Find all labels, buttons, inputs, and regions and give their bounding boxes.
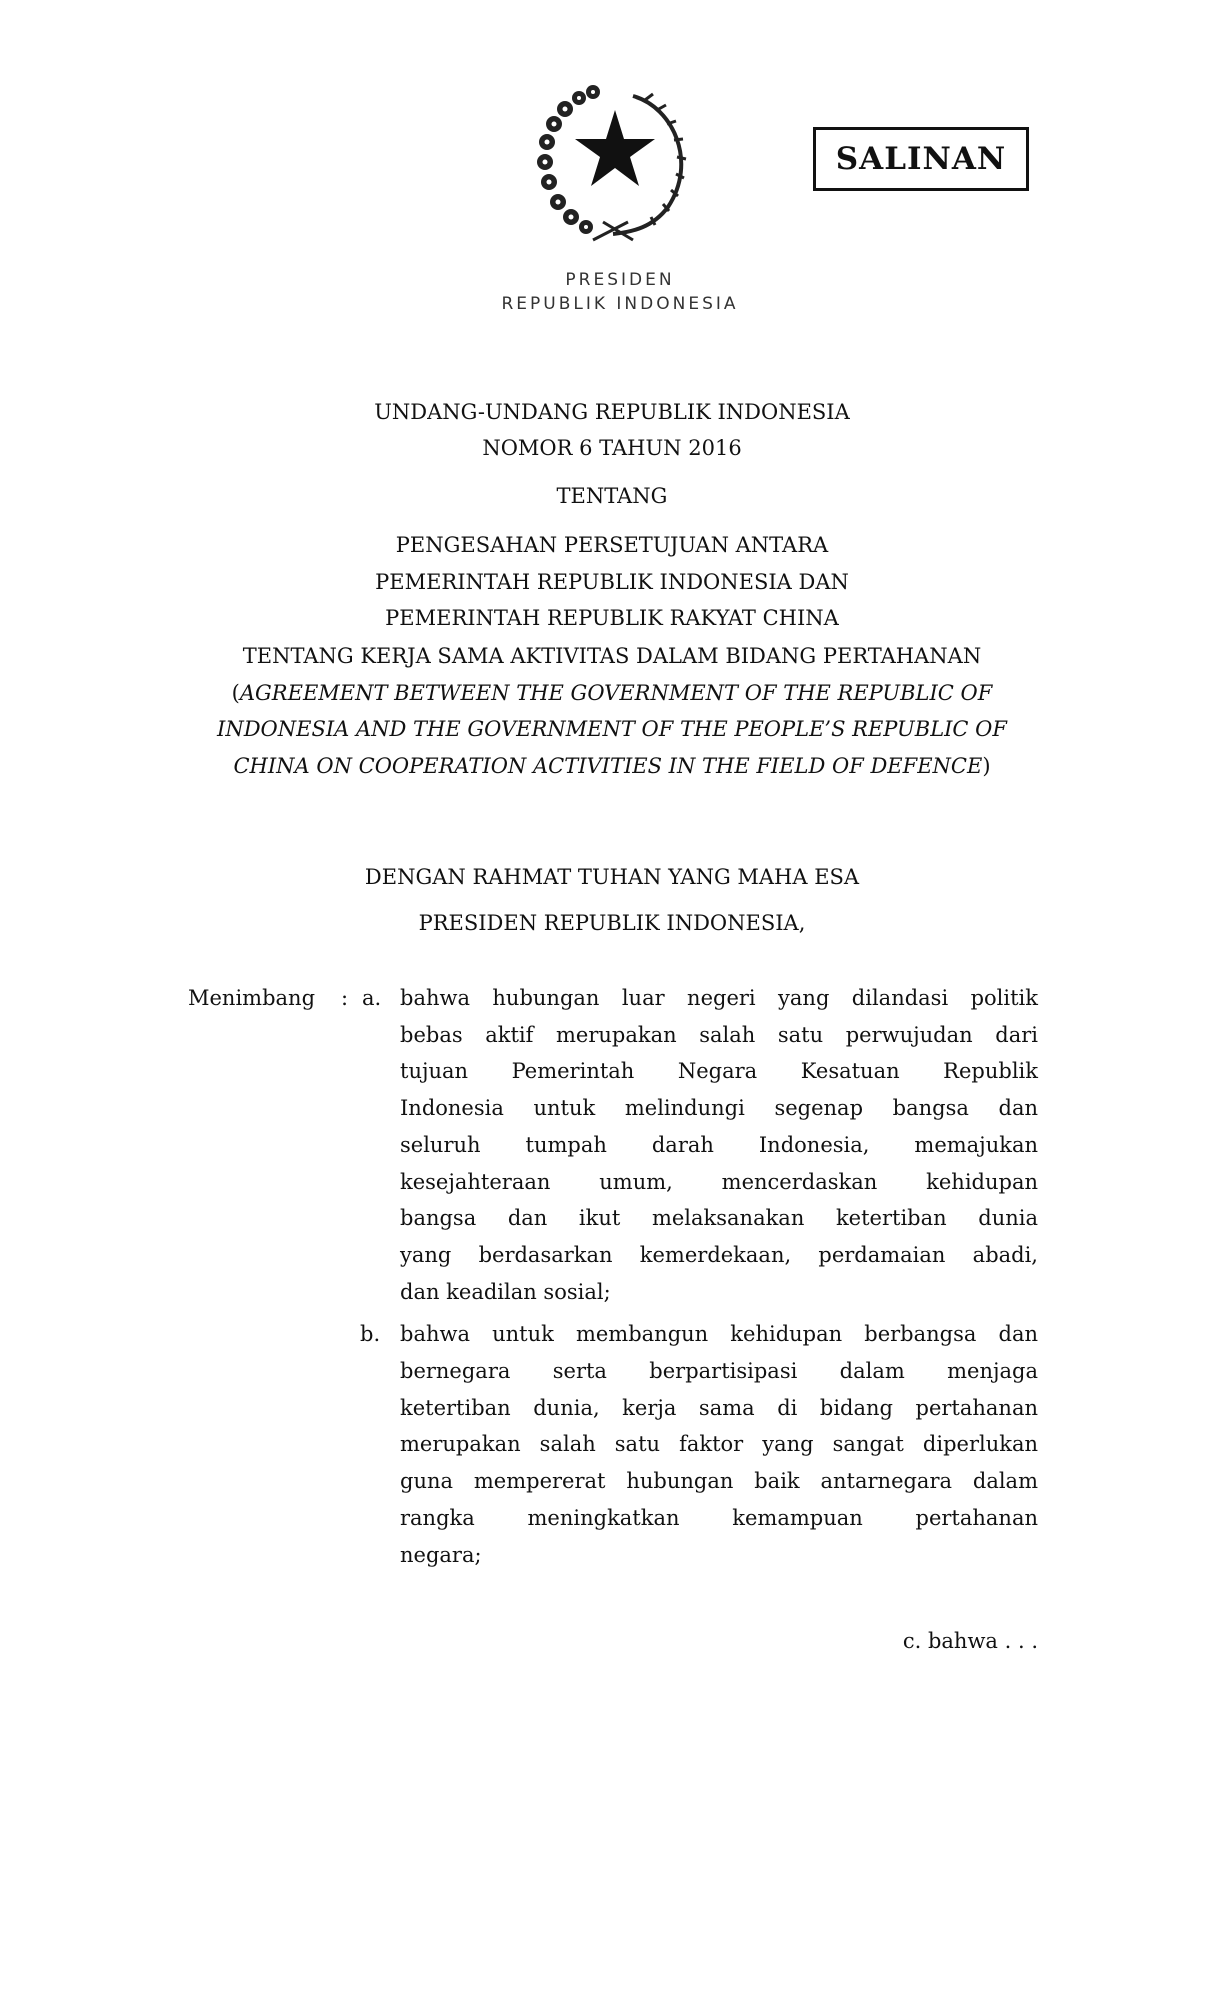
item-a-line: kesejahteraan umum, mencerdaskan kehidupan [400, 1170, 1038, 1194]
menimbang-colon: : [341, 986, 349, 1010]
preamble-line1: DENGAN RAHMAT TUHAN YANG MAHA ESA [364, 865, 860, 889]
item-b-line: bahwa untuk membangun kehidupan berbangsa dan [400, 1322, 1038, 1346]
law-number: NOMOR 6 TAHUN 2016 [482, 436, 742, 460]
emblem-caption [470, 268, 770, 316]
item-a-line: tujuan Pemerintah Negara Kesatuan Republik [400, 1059, 1038, 1083]
paren-close: ) [982, 754, 991, 778]
item-a-line: yang berdasarkan kemerdekaan, perdamaian abadi, [400, 1243, 1038, 1267]
english-title-line [0, 753, 1224, 779]
item-b-line: ketertiban dunia, kerja sama di bidang pertahanan [400, 1396, 1038, 1420]
emblem-caption-line1: PRESIDEN [565, 270, 675, 290]
emblem-caption-line2: REPUBLIK INDONESIA [501, 294, 739, 314]
subject-line: PEMERINTAH REPUBLIK RAKYAT CHINA [385, 606, 839, 630]
tentang-heading: TENTANG [556, 484, 668, 508]
item-b-line: bernegara serta berpartisipasi dalam menjaga [400, 1359, 1038, 1383]
item-a-line: bahwa hubungan luar negeri yang dilandasi politik [400, 986, 1038, 1010]
item-a-line: bebas aktif merupakan salah satu perwujudan dari [400, 1023, 1038, 1047]
english-title-text: AGREEMENT BETWEEN THE GOVERNMENT OF THE REPUBLIC OF [239, 681, 993, 705]
item-marker-a: a. [362, 986, 382, 1010]
item-b-line: negara; [400, 1543, 482, 1567]
english-title-line [0, 680, 1224, 706]
subject-line: PEMERINTAH REPUBLIK INDONESIA DAN [375, 570, 849, 594]
english-title-text: CHINA ON COOPERATION ACTIVITIES IN THE FIELD OF DEFENCE [233, 754, 983, 778]
subject-line: PENGESAHAN PERSETUJUAN ANTARA [395, 533, 829, 557]
item-a-line: dan keadilan sosial; [400, 1280, 611, 1304]
item-b-line: rangka meningkatkan kemampuan pertahanan [400, 1506, 1038, 1530]
law-title: UNDANG-UNDANG REPUBLIK INDONESIA [374, 400, 850, 424]
preamble-line2: PRESIDEN REPUBLIK INDONESIA, [418, 911, 806, 935]
salinan-stamp: SALINAN [813, 127, 1029, 191]
item-b-line: merupakan salah satu faktor yang sangat diperlukan [400, 1432, 1038, 1456]
continuation-catchword: c. bahwa . . . [902, 1629, 1038, 1653]
item-a-line: bangsa dan ikut melaksanakan ketertiban dunia [400, 1206, 1038, 1230]
item-a-line: seluruh tumpah darah Indonesia, memajukan [400, 1133, 1038, 1157]
item-marker-b: b. [360, 1322, 381, 1346]
garuda-presidential-emblem-icon [533, 82, 697, 242]
english-title-line: INDONESIA AND THE GOVERNMENT OF THE PEOPLE’S REPUBLIC OF [217, 717, 1007, 741]
item-b-line: guna mempererat hubungan baik antarnegara dalam [400, 1469, 1038, 1493]
item-a-line: Indonesia untuk melindungi segenap bangsa dan [400, 1096, 1038, 1120]
paren-open: ( [231, 681, 240, 705]
subject-line: TENTANG KERJA SAMA AKTIVITAS DALAM BIDANG PERTAHANAN [242, 644, 982, 668]
menimbang-label: Menimbang [188, 986, 316, 1010]
